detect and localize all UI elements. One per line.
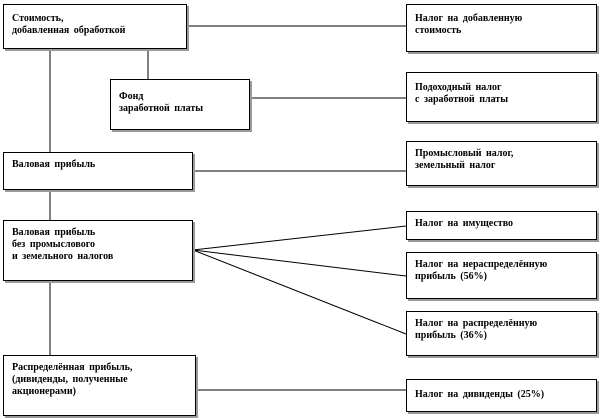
node-payroll-fund: Фонд заработной платы [110, 79, 250, 130]
node-undistributed-profit-tax: Налог на нераспределённую прибыль (56%) [406, 252, 597, 299]
node-value-added: Стоимость, добавленная обработкой [3, 4, 187, 49]
node-property-tax: Налог на имущество [406, 211, 597, 240]
node-vat: Налог на добавленную стоимость [406, 4, 597, 52]
node-distributed-profit-tax: Налог на распределённую прибыль (36%) [406, 311, 597, 356]
node-gross-profit-net-of-taxes: Валовая прибыль без промыслового и земельного налогов [3, 220, 193, 281]
node-distributed-profit: Распределённая прибыль, (дивиденды, полученные акционерами) [3, 355, 196, 416]
node-gross-profit: Валовая прибыль [3, 152, 193, 190]
edge-valovaya-bez-imushchestvo [193, 226, 406, 250]
node-dividend-tax: Налог на дивиденды (25%) [406, 379, 597, 412]
node-trade-land-tax: Промысловый налог, земельный налог [406, 141, 597, 186]
node-income-tax: Подоходный налог с заработной платы [406, 72, 597, 122]
